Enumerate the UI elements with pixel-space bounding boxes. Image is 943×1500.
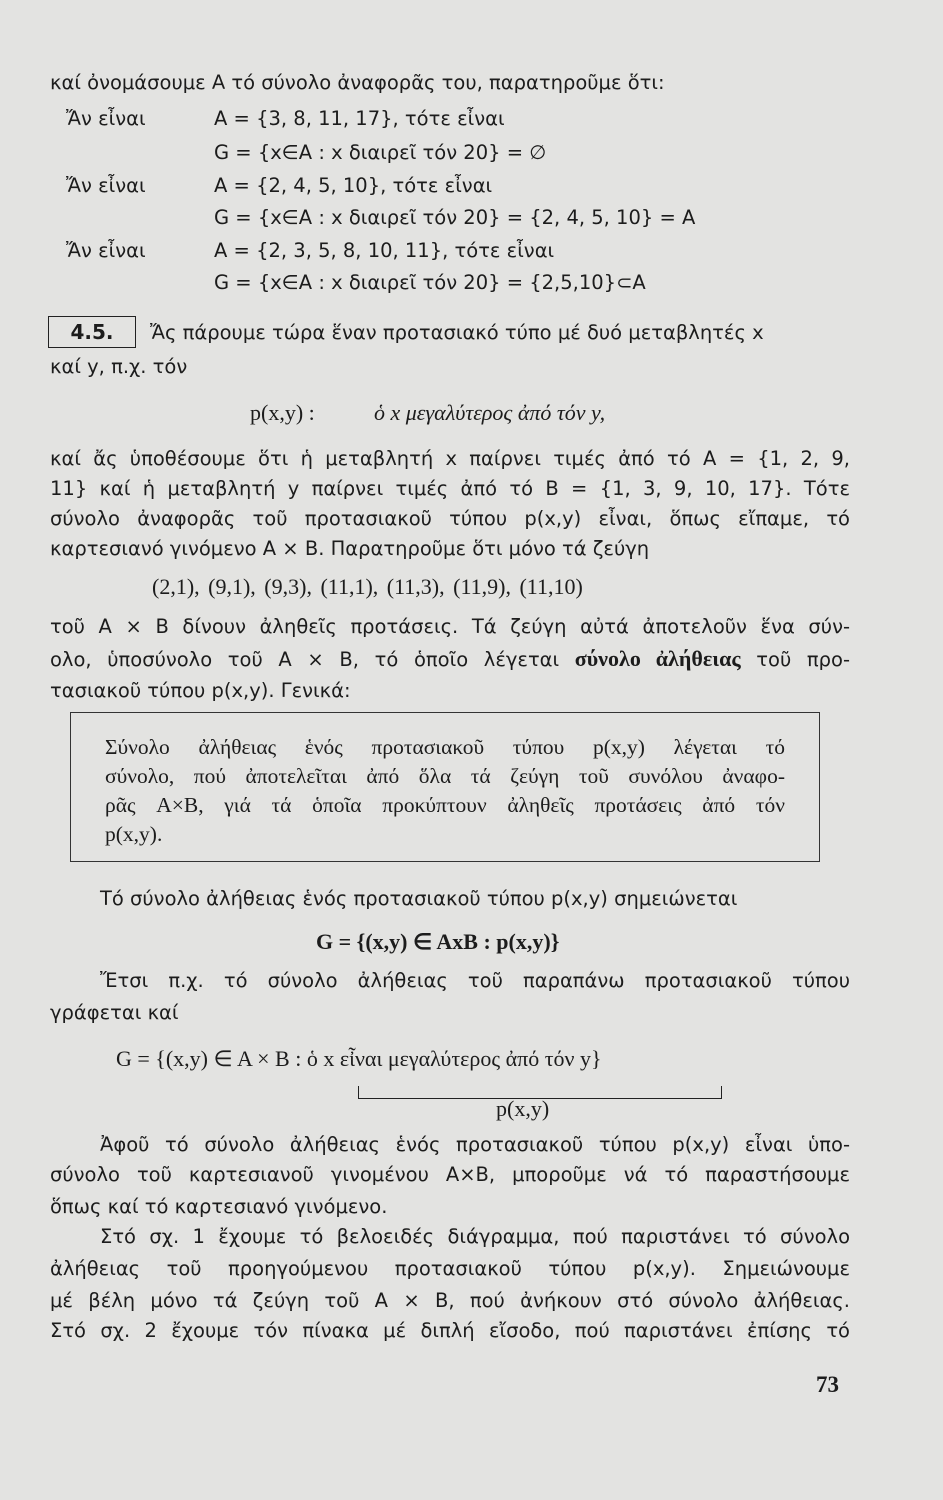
para4-line-1: Στό σχ. 1 ἔχουμε τό βελοειδές διάγραμμα, πού παριστάνει τό σύνολο <box>100 1225 850 1248</box>
case-1-prefix: Ἄν εἶναι <box>66 107 146 130</box>
definition-line-1: Σύνολο ἀλήθειας ἑνός προτασιακοῦ τύπου p(x,y) λέγεται τό <box>105 735 785 759</box>
case-1-g-set: G = {x∈A : x διαιρεῖ τόν 20} = ∅ <box>214 141 547 164</box>
g-example: G = {(x,y) ∈ A × B : ὁ x εἶναι μεγαλύτερος ἀπό τόν y} <box>116 1046 602 1071</box>
notation-line: Τό σύνολο ἀλήθειας ἑνός προτασιακοῦ τύπου p(x,y) σημειώνεται <box>100 887 738 910</box>
formula-p-rhs: ὁ x μεγαλύτερος ἀπό τόν y, <box>374 400 606 425</box>
para2-line-3: τασιακοῦ τύπου p(x,y). Γενικά: <box>50 679 351 702</box>
example-line-1: Ἔτσι π.χ. τό σύνολο ἀλήθειας τοῦ παραπάνω προτασιακοῦ τύπου <box>100 969 850 992</box>
para4-line-2: ἀλήθειας τοῦ προηγούμενου προτασιακοῦ τύπου p(x,y). Σημειώνουμε <box>50 1257 850 1280</box>
para1-line-4: καρτεσιανό γινόμενο A × B. Παρατηροῦμε ὅτι μόνο τά ζεύγη <box>50 537 650 560</box>
para1-line-1: καί ἄς ὑποθέσουμε ὅτι ἡ μεταβλητή x παίρνει τιμές ἀπό τό A = {1, 2, 9, <box>50 447 850 470</box>
para2-line-2-start: ολο, ὑποσύνολο τοῦ A × B, τό ὁποῖο λέγεται <box>50 648 575 671</box>
para2-line-1: τοῦ A × B δίνουν ἀληθεῖς προτάσεις. Τά ζεύγη αὐτά ἀποτελοῦν ἕνα σύν- <box>50 615 850 638</box>
para3-line-2: σύνολο τοῦ καρτεσιανοῦ γινομένου A×B, μποροῦμε νά τό παραστήσουμε <box>50 1163 850 1186</box>
case-3-g-set: G = {x∈A : x διαιρεῖ τόν 20} = {2,5,10}⊂A <box>214 271 646 294</box>
case-3-a-set: A = {2, 3, 5, 8, 10, 11}, τότε εἶναι <box>214 239 555 262</box>
para4-line-3: μέ βέλη μόνο τά ζεύγη τοῦ A × B, πού ἀνήκουν στό σύνολο ἀλήθειας. <box>50 1289 850 1312</box>
true-pairs: (2,1), (9,1), (9,3), (11,1), (11,3), (11,9), (11,10) <box>152 574 583 599</box>
g-example-label: p(x,y) <box>496 1096 550 1121</box>
case-2-a-set: A = {2, 4, 5, 10}, τότε εἶναι <box>214 174 493 197</box>
term-truth-set: σύνολο ἀλήθειας <box>574 646 741 671</box>
para3-line-1: Ἀφοῦ τό σύνολο ἀλήθειας ἑνός προτασιακοῦ τύπου p(x,y) εἶναι ὑπο- <box>100 1133 850 1156</box>
para1-line-3: σύνολο ἀναφορᾶς τοῦ προτασιακοῦ τύπου p(x,y) εἶναι, ὅπως εἴπαμε, τό <box>50 507 850 530</box>
case-2-prefix: Ἄν εἶναι <box>66 174 146 197</box>
case-2-g-set: G = {x∈A : x διαιρεῖ τόν 20} = {2, 4, 5, 10} = A <box>214 206 696 229</box>
para2-line-2-end: τοῦ προ- <box>740 648 850 671</box>
definition-line-2: σύνολο, πού ἀποτελεῖται ἀπό ὅλα τά ζεύγη τοῦ συνόλου ἀναφο- <box>105 764 785 788</box>
page-number: 73 <box>816 1372 839 1397</box>
definition-line-4: p(x,y). <box>105 822 163 846</box>
formula-p-lhs: p(x,y) : <box>250 400 315 425</box>
definition-box <box>70 712 820 862</box>
para2-line-2 <box>50 646 850 673</box>
para3-line-3: ὅπως καί τό καρτεσιανό γινόμενο. <box>50 1195 388 1218</box>
intro-line: καί ὀνομάσουμε Α τό σύνολο ἀναφορᾶς του, παρατηροῦμε ὅτι: <box>50 71 665 94</box>
para1-line-2: 11} καί ἡ μεταβλητή y παίρνει τιμές ἀπό τό B = {1, 3, 9, 10, 17}. Τότε <box>50 477 850 500</box>
g-formula: G = {(x,y) ∈ AxB : p(x,y)} <box>316 929 560 954</box>
definition-line-3: ρᾶς A×B, γιά τά ὁποῖα προκύπτουν ἀληθεῖς προτάσεις ἀπό τόν <box>105 793 785 817</box>
section-line-1: Ἄς πάρουμε τώρα ἕναν προτασιακό τύπο μέ δυό μεταβλητές x <box>150 321 764 344</box>
example-line-2: γράφεται καί <box>50 1001 179 1024</box>
case-1-a-set: A = {3, 8, 11, 17}, τότε εἶναι <box>214 107 505 130</box>
case-3-prefix: Ἄν εἶναι <box>66 239 146 262</box>
section-line-2: καί y, π.χ. τόν <box>50 355 188 378</box>
section-number: 4.5. <box>48 316 136 348</box>
para4-line-4: Στό σχ. 2 ἔχουμε τόν πίνακα μέ διπλή εἴσοδο, πού παριστάνει ἐπίσης τό <box>50 1319 850 1342</box>
